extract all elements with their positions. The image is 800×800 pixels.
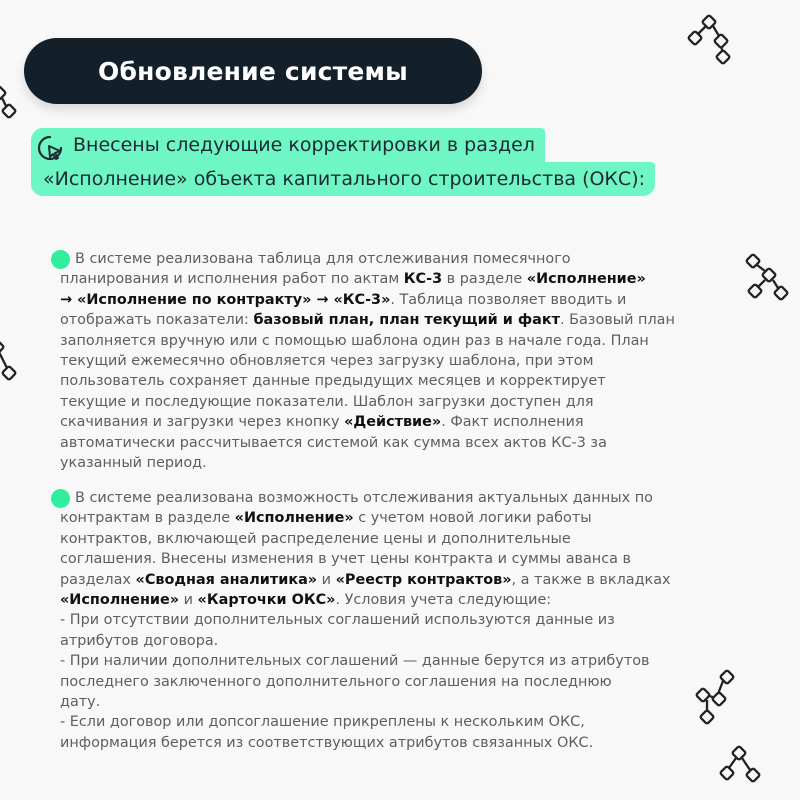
bold-text: КС-3	[403, 271, 443, 288]
text: разделах	[60, 571, 136, 588]
text: контрактам в разделе	[60, 510, 235, 527]
page-title: Обновление системы	[98, 56, 408, 86]
bold-text: → «Исполнение по контракту» → «КС-3»	[60, 291, 391, 308]
bold-text: «Исполнение»	[526, 271, 646, 288]
text: . Таблица позволяет вводить и	[390, 291, 627, 308]
paragraph-1	[60, 249, 675, 473]
title-banner	[24, 38, 482, 104]
text: , а также в вкладках	[511, 571, 671, 588]
pointer-click-icon	[36, 134, 64, 162]
subtitle-block	[31, 128, 655, 196]
paragraph-2	[60, 488, 671, 753]
text-line: - При отсутствии дополнительных соглашений используются данные из	[60, 612, 615, 629]
text-line: пользователь сохраняет данные предыдущих месяцев и корректирует	[60, 373, 606, 390]
text: скачивания и загрузки через кнопку	[60, 414, 345, 431]
bold-text: «Исполнение»	[60, 592, 180, 609]
text-line: последнего заключенного дополнительного соглашения на последнюю	[60, 673, 612, 690]
network-nodes-icon	[686, 14, 734, 66]
text: . Базовый план	[559, 312, 675, 329]
text: и	[317, 571, 336, 588]
text: . Условия учета следующие:	[335, 592, 552, 609]
text: в разделе	[442, 271, 527, 288]
text-line: соглашения. Внесены изменения в учет цены контракта и суммы аванса в	[60, 551, 632, 568]
bold-text: «Действие»	[344, 414, 442, 431]
bold-text: «Исполнение»	[234, 510, 354, 527]
text-line: информация берется из соответствующих атрибутов связанных ОКС.	[60, 734, 594, 751]
text-line: дату.	[60, 694, 101, 711]
network-nodes-icon	[0, 336, 28, 388]
network-nodes-icon	[692, 668, 744, 730]
text-line: автоматически рассчитывается системой как сумма всех актов КС-3 за	[60, 434, 607, 451]
bold-text: «Сводная аналитика»	[135, 571, 318, 588]
text-line: заполняется вручную или с помощью шаблона один раз в начале года. План	[60, 332, 649, 349]
network-nodes-icon	[744, 252, 794, 306]
text: планирования и исполнения работ по актам	[60, 271, 404, 288]
text: отображать показатели:	[60, 312, 254, 329]
text-line: контрактов, включающей распределение цены и дополнительные	[60, 530, 571, 547]
bold-text: «Реестр контрактов»	[335, 571, 512, 588]
text: и	[179, 592, 198, 609]
text-line: указанный период.	[60, 455, 207, 472]
text: с учетом новой логики работы	[353, 510, 592, 527]
text-line: текущие и последующие показатели. Шаблон загрузки доступен для	[60, 393, 594, 410]
text-line: В системе реализована таблица для отслеживания помесячного	[75, 251, 571, 267]
network-nodes-icon	[0, 80, 26, 130]
subtitle-line-2: «Исполнение» объекта капитального строительства (ОКС):	[31, 162, 655, 196]
subtitle-line-1: Внесены следующие корректировки в раздел	[31, 128, 545, 162]
text-line: В системе реализована возможность отслеживания актуальных данных по	[75, 490, 653, 506]
bold-text: базовый план, план текущий и факт	[253, 312, 560, 329]
network-nodes-icon	[718, 740, 768, 800]
bold-text: «Карточки ОКС»	[197, 592, 336, 609]
text: . Факт исполнения	[441, 414, 584, 431]
text-line: атрибутов договора.	[60, 632, 219, 649]
text-line: - Если договор или допсоглашение прикреплены к нескольким ОКС,	[60, 714, 585, 731]
text-line: текущий ежемесячно обновляется через загрузку шаблона, при этом	[60, 353, 594, 370]
text-line: - При наличии дополнительных соглашений — данные берутся из атрибутов	[60, 653, 650, 670]
